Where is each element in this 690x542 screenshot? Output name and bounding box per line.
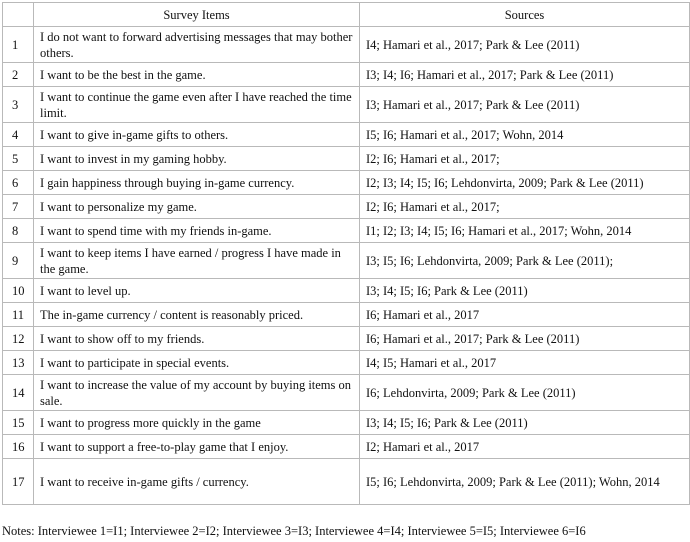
survey-item-text: I want to personalize my game. — [34, 195, 360, 219]
row-number: 10 — [3, 279, 34, 303]
table-row — [3, 303, 690, 327]
source-text: I4; I5; Hamari et al., 2017 — [360, 351, 690, 375]
row-number: 8 — [3, 219, 34, 243]
survey-item-text: I want to show off to my friends. — [34, 327, 360, 351]
source-text: I3; Hamari et al., 2017; Park & Lee (2011) — [360, 87, 690, 123]
source-text: I3; I5; I6; Lehdonvirta, 2009; Park & Lee (2011); — [360, 243, 690, 279]
header-number — [3, 3, 34, 27]
table-row — [3, 279, 690, 303]
survey-items-table — [2, 2, 690, 505]
source-text: I2; I6; Hamari et al., 2017; — [360, 147, 690, 171]
source-text: I4; Hamari et al., 2017; Park & Lee (2011) — [360, 27, 690, 63]
row-number: 9 — [3, 243, 34, 279]
survey-item-text: I want to level up. — [34, 279, 360, 303]
table-row — [3, 147, 690, 171]
source-text: I2; I3; I4; I5; I6; Lehdonvirta, 2009; Park & Lee (2011) — [360, 171, 690, 195]
survey-item-text: I want to invest in my gaming hobby. — [34, 147, 360, 171]
table-header-row — [3, 3, 690, 27]
row-number: 7 — [3, 195, 34, 219]
survey-item-text: I want to participate in special events. — [34, 351, 360, 375]
row-number: 16 — [3, 435, 34, 459]
survey-item-text: I gain happiness through buying in-game currency. — [34, 171, 360, 195]
table-row — [3, 327, 690, 351]
table-row — [3, 63, 690, 87]
row-number: 12 — [3, 327, 34, 351]
table-row — [3, 375, 690, 411]
header-survey-items: Survey Items — [34, 3, 360, 27]
source-text: I5; I6; Lehdonvirta, 2009; Park & Lee (2011); Wohn, 2014 — [360, 459, 690, 505]
source-text: I2; I6; Hamari et al., 2017; — [360, 195, 690, 219]
row-number: 14 — [3, 375, 34, 411]
table-row — [3, 243, 690, 279]
table-row — [3, 123, 690, 147]
source-text: I1; I2; I3; I4; I5; I6; Hamari et al., 2017; Wohn, 2014 — [360, 219, 690, 243]
row-number: 1 — [3, 27, 34, 63]
table-row — [3, 219, 690, 243]
table-row — [3, 87, 690, 123]
source-text: I3; I4; I5; I6; Park & Lee (2011) — [360, 411, 690, 435]
survey-item-text: I want to keep items I have earned / progress I have made in the game. — [34, 243, 360, 279]
row-number: 13 — [3, 351, 34, 375]
source-text: I3; I4; I5; I6; Park & Lee (2011) — [360, 279, 690, 303]
source-text: I2; Hamari et al., 2017 — [360, 435, 690, 459]
row-number: 6 — [3, 171, 34, 195]
source-text: I3; I4; I6; Hamari et al., 2017; Park & Lee (2011) — [360, 63, 690, 87]
table-row — [3, 351, 690, 375]
survey-item-text: I want to give in-game gifts to others. — [34, 123, 360, 147]
table-row — [3, 171, 690, 195]
table-row — [3, 411, 690, 435]
row-number: 5 — [3, 147, 34, 171]
survey-item-text: I want to progress more quickly in the game — [34, 411, 360, 435]
table-row — [3, 435, 690, 459]
source-text: I5; I6; Hamari et al., 2017; Wohn, 2014 — [360, 123, 690, 147]
survey-item-text: I want to increase the value of my account by buying items on sale. — [34, 375, 360, 411]
table-row — [3, 27, 690, 63]
survey-item-text: I want to spend time with my friends in-game. — [34, 219, 360, 243]
row-number: 2 — [3, 63, 34, 87]
survey-item-text: I want to receive in-game gifts / currency. — [34, 459, 360, 505]
survey-item-text: I do not want to forward advertising messages that may bother others. — [34, 27, 360, 63]
table-row — [3, 459, 690, 505]
row-number: 11 — [3, 303, 34, 327]
survey-item-text: The in-game currency / content is reasonably priced. — [34, 303, 360, 327]
source-text: I6; Hamari et al., 2017; Park & Lee (2011) — [360, 327, 690, 351]
row-number: 17 — [3, 459, 34, 505]
source-text: I6; Lehdonvirta, 2009; Park & Lee (2011) — [360, 375, 690, 411]
row-number: 3 — [3, 87, 34, 123]
row-number: 4 — [3, 123, 34, 147]
row-number: 15 — [3, 411, 34, 435]
table-notes: Notes: Interviewee 1=I1; Interviewee 2=I2; Interviewee 3=I3; Interviewee 4=I4; Interviewee 5=I5; Interviewee 6=I6 — [2, 524, 586, 538]
header-sources: Sources — [360, 3, 690, 27]
table-row — [3, 195, 690, 219]
source-text: I6; Hamari et al., 2017 — [360, 303, 690, 327]
survey-item-text: I want to continue the game even after I have reached the time limit. — [34, 87, 360, 123]
survey-item-text: I want to support a free-to-play game that I enjoy. — [34, 435, 360, 459]
survey-item-text: I want to be the best in the game. — [34, 63, 360, 87]
survey-table-container — [2, 2, 689, 505]
